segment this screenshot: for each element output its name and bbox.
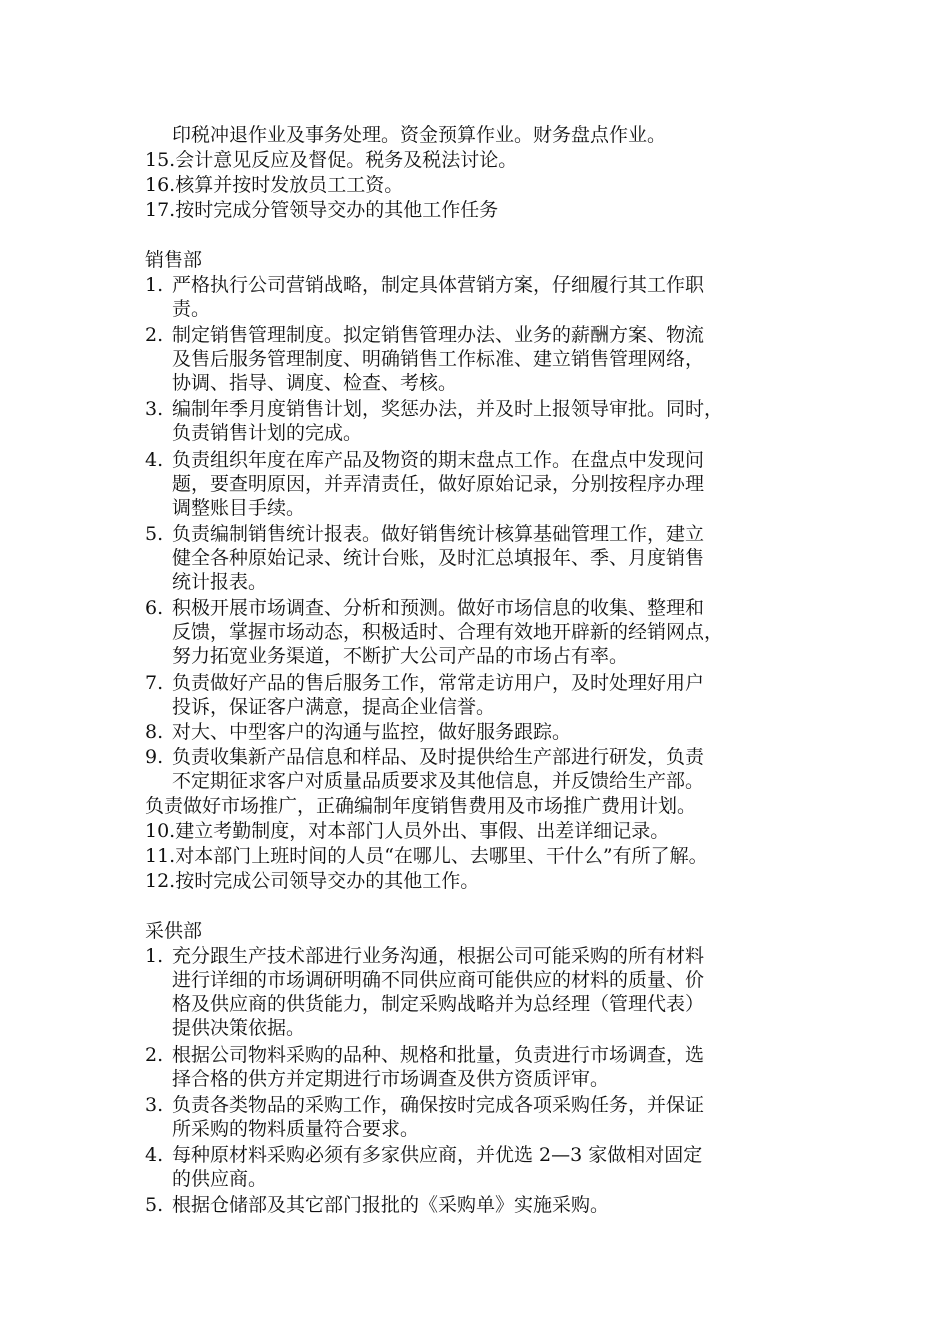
sales-item-8-number: 8. <box>145 721 164 743</box>
sales-item-4-number: 4. <box>145 449 164 471</box>
sales-item-5-line-2: 健全各种原始记录、统计台账，及时汇总填报年、季、月度销售 <box>172 547 705 569</box>
sales-item-11: 11.对本部门上班时间的人员“在哪儿、去哪里、干什么”有所了解。 <box>145 845 708 867</box>
sales-item-3-line-2: 负责销售计划的完成。 <box>172 422 363 444</box>
sales-item-9-line-2: 不定期征求客户对质量品质要求及其他信息，并反馈给生产部。 <box>172 770 705 792</box>
sales-item-2-line-2: 及售后服务管理制度、明确销售工作标准、建立销售管理网络， <box>172 348 705 370</box>
purchasing-heading: 采供部 <box>145 920 203 942</box>
sales-loose-line: 负责做好市场推广，正确编制年度销售费用及市场推广费用计划。 <box>145 795 697 817</box>
finance-item-15: 15.会计意见反应及督促。税务及税法讨论。 <box>145 149 518 171</box>
sales-item-5-line-1: 负责编制销售统计报表。做好销售统计核算基础管理工作，建立 <box>172 523 705 545</box>
sales-item-5-line-3: 统计报表。 <box>172 571 268 593</box>
sales-item-6-line-2: 反馈，掌握市场动态，积极适时、合理有效地开辟新的经销网点， <box>172 621 724 643</box>
purchasing-item-3-line-2: 所采购的物料质量符合要求。 <box>172 1118 420 1140</box>
purchasing-item-1-line-3: 格及供应商的供货能力，制定采购战略并为总经理（管理代表） <box>172 993 705 1015</box>
sales-heading: 销售部 <box>145 249 203 271</box>
sales-item-3-line-1: 编制年季月度销售计划，奖惩办法，并及时上报领导审批。同时， <box>172 398 724 420</box>
sales-item-6-line-1: 积极开展市场调查、分析和预测。做好市场信息的收集、整理和 <box>172 597 705 619</box>
sales-item-4-line-3: 调整账目手续。 <box>172 497 306 519</box>
sales-item-7-number: 7. <box>145 672 164 694</box>
sales-item-4-line-1: 负责组织年度在库产品及物资的期末盘点工作。在盘点中发现问 <box>172 449 705 471</box>
sales-item-2-number: 2. <box>145 324 164 346</box>
sales-item-6-number: 6. <box>145 597 164 619</box>
purchasing-item-1-number: 1. <box>145 945 164 967</box>
sales-item-7-line-1: 负责做好产品的售后服务工作，常常走访用户，及时处理好用户 <box>172 672 705 694</box>
finance-item-14-tail: 印税冲退作业及事务处理。资金预算作业。财务盘点作业。 <box>172 124 667 146</box>
purchasing-item-4-line-2: 的供应商。 <box>172 1168 268 1190</box>
finance-item-17: 17.按时完成分管领导交办的其他工作任务 <box>145 199 499 221</box>
purchasing-item-1-line-2: 进行详细的市场调研明确不同供应商可能供应的材料的质量、价 <box>172 969 705 991</box>
sales-item-9-number: 9. <box>145 746 164 768</box>
sales-item-1-number: 1. <box>145 274 164 296</box>
purchasing-item-2-number: 2. <box>145 1044 164 1066</box>
sales-item-1-line-1: 严格执行公司营销战略，制定具体营销方案，仔细履行其工作职 <box>172 274 705 296</box>
sales-item-2-line-1: 制定销售管理制度。拟定销售管理办法、业务的薪酬方案、物流 <box>172 324 705 346</box>
purchasing-item-1-line-4: 提供决策依据。 <box>172 1017 306 1039</box>
purchasing-item-3-line-1: 负责各类物品的采购工作，确保按时完成各项采购任务，并保证 <box>172 1094 705 1116</box>
sales-item-8-line-1: 对大、中型客户的沟通与监控，做好服务跟踪。 <box>172 721 572 743</box>
purchasing-item-2-line-1: 根据公司物料采购的品种、规格和批量，负责进行市场调查，选 <box>172 1044 705 1066</box>
sales-item-9-line-1: 负责收集新产品信息和样品、及时提供给生产部进行研发，负责 <box>172 746 705 768</box>
purchasing-item-5-line-1: 根据仓储部及其它部门报批的《采购单》实施采购。 <box>172 1194 610 1216</box>
sales-item-10: 10.建立考勤制度，对本部门人员外出、事假、出差详细记录。 <box>145 820 670 842</box>
purchasing-item-1-line-1: 充分跟生产技术部进行业务沟通，根据公司可能采购的所有材料 <box>172 945 705 967</box>
purchasing-item-3-number: 3. <box>145 1094 164 1116</box>
sales-item-12: 12.按时完成公司领导交办的其他工作。 <box>145 870 480 892</box>
sales-item-5-number: 5. <box>145 523 164 545</box>
purchasing-item-5-number: 5. <box>145 1194 164 1216</box>
purchasing-item-2-line-2: 择合格的供方并定期进行市场调查及供方资质评审。 <box>172 1068 610 1090</box>
finance-item-16: 16.核算并按时发放员工工资。 <box>145 174 404 196</box>
purchasing-item-4-line-1: 每种原材料采购必须有多家供应商，并优选 2—3 家做相对固定 <box>172 1144 703 1166</box>
purchasing-item-4-number: 4. <box>145 1144 164 1166</box>
sales-item-2-line-3: 协调、指导、调度、检查、考核。 <box>172 372 458 394</box>
sales-item-3-number: 3. <box>145 398 164 420</box>
sales-item-1-line-2: 责。 <box>172 298 211 320</box>
sales-item-4-line-2: 题，要查明原因，并弄清责任，做好原始记录，分别按程序办理 <box>172 473 705 495</box>
sales-item-6-line-3: 努力拓宽业务渠道，不断扩大公司产品的市场占有率。 <box>172 645 629 667</box>
sales-item-7-line-2: 投诉，保证客户满意，提高企业信誉。 <box>172 696 496 718</box>
